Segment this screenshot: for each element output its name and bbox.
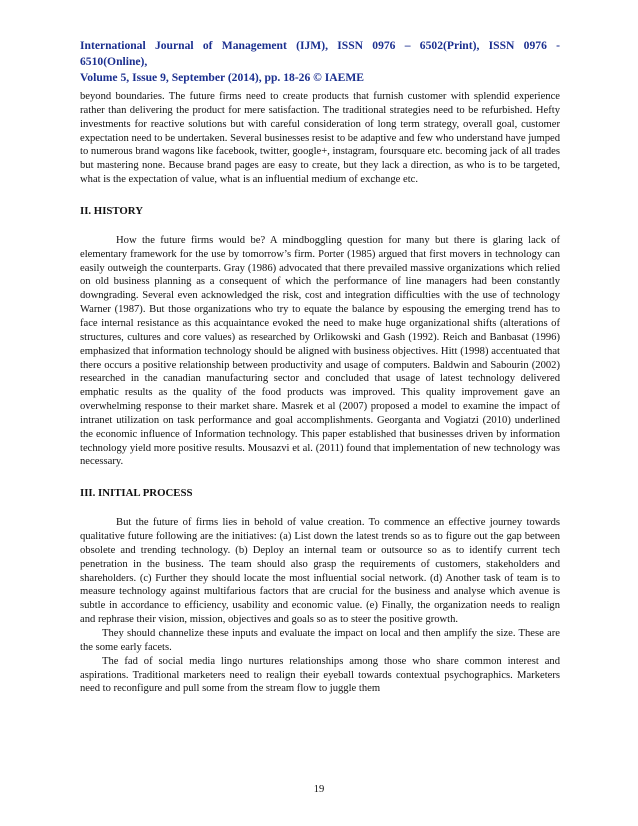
journal-header-line-2: Volume 5, Issue 9, September (2014), pp. 18-26 © IAEME — [80, 71, 365, 84]
initial-process-paragraph-1: But the future of firms lies in behold of value creation. To commence an effective journey towards qualitative future following are the initiatives: (a) List down the latest trends so as to figure out the gap between obsolete and trending technology. (b) Deploy an internal team or outsource so as to identify current tech penetration in the business. The team should also grasp the requirements of customers, stakeholders and shareholders. (c) Further they should locate the most influential social network. (d) Another task of team is to measure technology against multifarious factors that are crucial for the business and analyse which avenue is subtle in accordance to efficiency, usability and economic value. (e) Finally, the organization needs to realign and rephrase their vision, mission, objectives and goals so as to steer the positive growth. — [80, 517, 560, 626]
paper-page — [80, 38, 560, 696]
intro-paragraph: beyond boundaries. The future firms need to create products that furnish customer with splendid experience rather than delivering the product for mere satisfaction. The traditional strategies need to be refurbished. Hefty investments for reactive solutions but with careful consideration of long term strategy, overall goal, customer expectation need to be undertaken. Several businesses resist to be adaptive and few who understand have jumped to numerous brand wagons like facebook, twitter, google+, instagram, foursquare etc. becoming jack of all trades but mastering none. Because brand pages are easy to create, but they lack a direction, as who is to be targeted, what is the expectation of value, what is an influential medium of exchange etc. — [80, 91, 560, 186]
journal-header — [80, 38, 560, 86]
history-paragraph: How the future firms would be? A mindboggling question for many but there is glaring lack of elementary framework for the use by tomorrow’s firm. Porter (1985) argued that first movers in technology can easily outweigh the counterparts. Gray (1986) advocated that there prevailed massive organizations which relied on old business planning as a consequent of which the performance of line managers had been constantly downgrading. Several even acknowledged the risk, cost and integration difficulties with the use of technology Warner (1987). But those organizations who try to equate the balance by espousing the emerging trend has to face internal resistance as this acquaintance evoked the need to make huge organizational shifts (alterations of structures, cultures and core values) as researched by Orlikowski and Gash (1992). Reich and Banbasat (1996) emphasized that information technology should be aligned with business objectives. Hitt (1998) accentuated that there occurs a positive relationship between productivity and usage of computers. Baldwin and Sabourin (2002) researched in the canadian manufacturing sector and concluded that usage of latest technology delivered emphatic results as the quality of the food products was improved. This quality improvement gave an overwhelming response to their market share. Masrek et al (2007) proposed a model to examine the impact of intranet utilization on task performance and goal accomplishments. Georganta and Vogiatzi (2010) underlined the economic influence of Information technology. This paper established that businesses driven by information technology yield more positive results. Mousazvi et al. (2011) found that implementation of new technology was necessary. — [80, 234, 560, 468]
page-number: 19 — [313, 784, 325, 795]
journal-header-line-1: International Journal of Management (IJM), ISSN 0976 – 6502(Print), ISSN 0976 - 6510(Online), — [80, 39, 560, 68]
section-heading-history: II. HISTORY — [80, 204, 144, 217]
section-heading-initial-process: III. INITIAL PROCESS — [80, 487, 193, 500]
initial-process-paragraph-2: They should channelize these inputs and evaluate the impact on local and then amplify the size. These are the some early facets. — [80, 628, 560, 653]
initial-process-paragraph-3: The fad of social media lingo nurtures relationships among those who share common interest and aspirations. Traditional marketers need to realign their eyeball towards contextual psychographics. Marketers need to reconfigure and pull some from the stream flow to juggle them — [80, 655, 560, 695]
